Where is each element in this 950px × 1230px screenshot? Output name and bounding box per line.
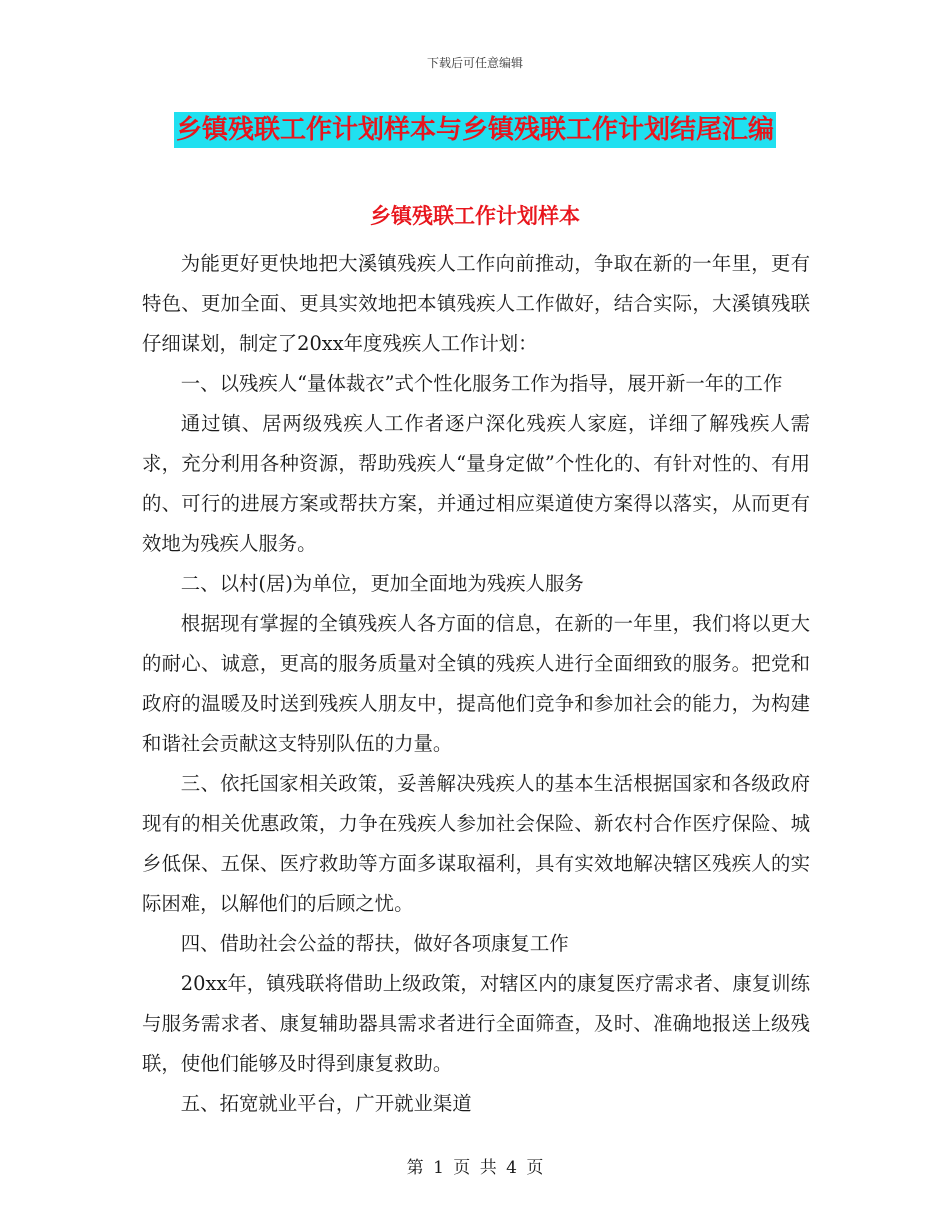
heading-item-3: 三、依托国家相关政策，妥善解决残疾人的基本生活根据国家和各级政府现有的相关优惠政策，力争在残疾人参加社会保险、新农村合作医疗保险、城乡低保、五保、医疗救助等方面多谋取福利，具有实效地解决辖区残疾人的实际困难，以解他们的后顾之忧。 bbox=[142, 772, 810, 915]
heading-item-2: 二、以村(居)为单位，更加全面地为残疾人服务 bbox=[180, 572, 584, 595]
paragraph-intro: 为能更好更快地把大溪镇残疾人工作向前推动，争取在新的一年里，更有特色、更加全面、更具实效地把本镇残疾人工作做好，结合实际，大溪镇残联仔细谋划，制定了20xx年度残疾人工作计划： bbox=[142, 252, 810, 355]
document-body bbox=[142, 244, 810, 1124]
paragraph-item-2: 根据现有掌握的全镇残疾人各方面的信息，在新的一年里，我们将以更大的耐心、诚意，更高的服务质量对全镇的残疾人进行全面细致的服务。把党和政府的温暖及时送到残疾人朋友中，提高他们竞争和参加社会的能力，为构建和谐社会贡献这支特别队伍的力量。 bbox=[142, 612, 810, 755]
heading-item-1: 一、以残疾人“量体裁衣”式个性化服务工作为指导，展开新一年的工作 bbox=[180, 372, 783, 395]
header-note: 下载后可任意编辑 bbox=[426, 56, 523, 70]
heading-item-5: 五、拓宽就业平台，广开就业渠道 bbox=[180, 1092, 472, 1115]
page-footer: 第 1 页 共 4 页 bbox=[406, 1158, 544, 1178]
main-title: 乡镇残联工作计划样本与乡镇残联工作计划结尾汇编 bbox=[174, 112, 776, 148]
main-title-container bbox=[0, 112, 950, 148]
section-title: 乡镇残联工作计划样本 bbox=[370, 204, 580, 228]
paragraph-item-1: 通过镇、居两级残疾人工作者逐户深化残疾人家庭，详细了解残疾人需求，充分利用各种资源，帮助残疾人“量身定做”个性化的、有针对性的、有用的、可行的进展方案或帮扶方案，并通过相应渠道使方案得以落实，从而更有效地为残疾人服务。 bbox=[142, 412, 810, 555]
heading-item-4: 四、借助社会公益的帮扶，做好各项康复工作 bbox=[180, 932, 569, 955]
paragraph-item-4: 20xx年，镇残联将借助上级政策，对辖区内的康复医疗需求者、康复训练与服务需求者、康复辅助器具需求者进行全面筛查，及时、准确地报送上级残联，使他们能够及时得到康复救助。 bbox=[142, 972, 810, 1075]
